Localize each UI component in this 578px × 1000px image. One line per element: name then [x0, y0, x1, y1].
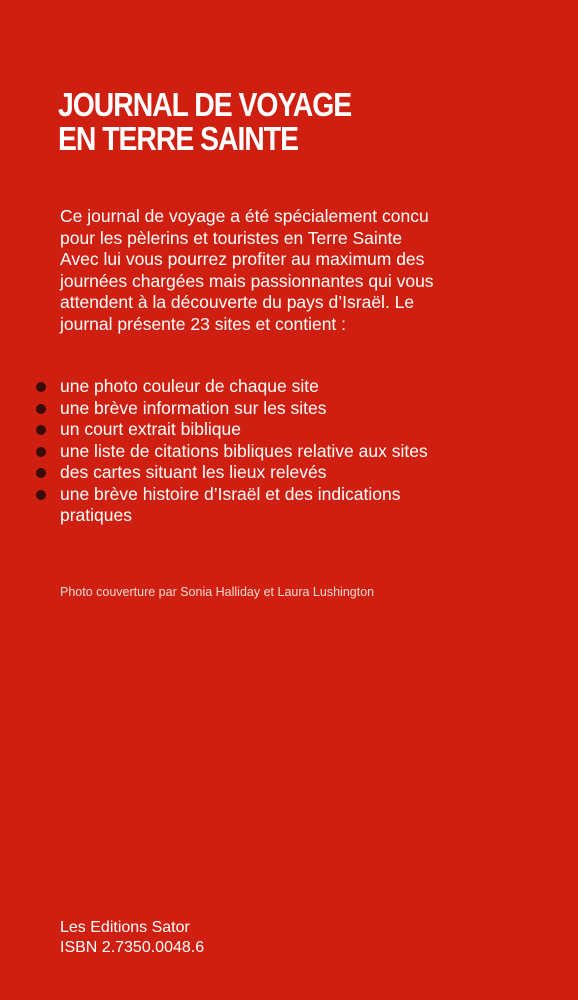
title-line-2: EN TERRE SAINTE — [58, 120, 298, 157]
list-item — [36, 398, 436, 420]
bullet-icon — [36, 404, 46, 414]
description-paragraph-1: Ce journal de voyage a été spécialement concu pour les pèlerins et touristes en Terre Sainte — [60, 206, 429, 248]
list-item — [36, 419, 436, 441]
publisher-block — [60, 918, 204, 958]
list-item-text: une brève histoire d’Israël et des indications pratiques — [60, 483, 401, 525]
bullet-icon — [36, 468, 46, 478]
bullet-icon — [36, 447, 46, 457]
bullet-icon — [36, 425, 46, 435]
list-item — [36, 441, 436, 463]
bullet-icon — [36, 382, 46, 392]
list-item — [36, 376, 436, 398]
contents-list — [36, 376, 436, 527]
list-item-text: une brève information sur les sites — [60, 397, 327, 418]
list-item-text: un court extrait biblique — [60, 419, 241, 439]
description — [60, 206, 440, 335]
book-title — [58, 88, 462, 156]
isbn: ISBN 2.7350.0048.6 — [60, 939, 205, 956]
title-line-1: JOURNAL DE VOYAGE — [58, 86, 352, 123]
list-item-text: des cartes situant les lieux relevés — [60, 462, 327, 482]
publisher-name: Les Editions Sator — [60, 919, 190, 936]
description-paragraph-2: Avec lui vous pourrez profiter au maximum des journées chargées mais passionnantes qui vous attendent à la découverte du pays d’Israël. Le journal présente 23 sites et contient : — [60, 249, 434, 334]
list-item-text: une liste de citations bibliques relative aux sites — [60, 440, 428, 461]
photo-credit: Photo couverture par Sonia Halliday et Laura Lushington — [60, 585, 375, 599]
bullet-icon — [36, 490, 46, 500]
list-item — [36, 484, 436, 527]
list-item — [36, 462, 436, 484]
list-item-text: une photo couleur de chaque site — [60, 376, 319, 396]
